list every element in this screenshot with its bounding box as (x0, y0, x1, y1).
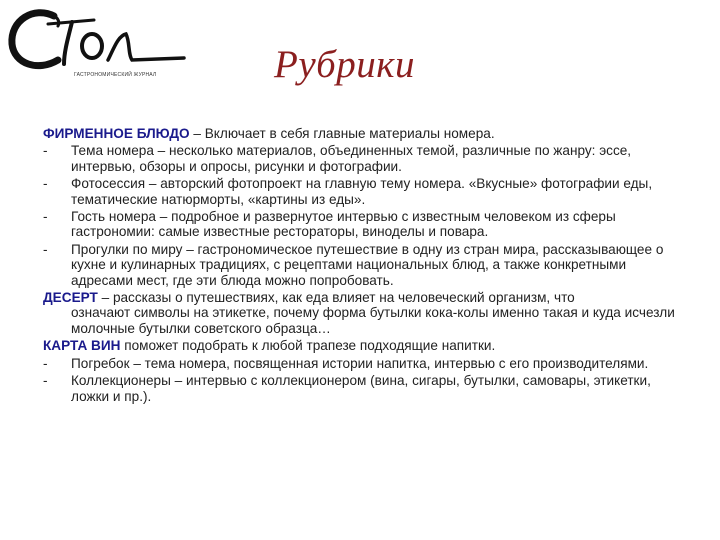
bullet-text: Погребок – тема номера, посвященная истории напитка, интервью с его производителями. (71, 355, 649, 371)
section-term: КАРТА ВИН (43, 338, 121, 354)
list-item (43, 176, 683, 207)
list-item (43, 209, 683, 240)
slide-title: Рубрики (274, 43, 415, 86)
bullet-text: Тема номера – несколько материалов, объединенных темой, различные по жанру: эссе, интервью, обзоры и опросы, рисунки и фотографии. (71, 143, 632, 174)
bullet-dash: - (43, 241, 48, 257)
section-continuation: означают символы на этикетке, почему форма бутылки кока-колы именно такая и куда исчезли молочные бутылки советского образца… (71, 305, 675, 336)
section-heading-line (43, 338, 683, 353)
bullet-text: Прогулки по миру – гастрономическое путешествие в одну из стран мира, рассказывающее о кухне и кулинарных традициях, с рецептами национальных блюд, а также конкретными адресами мест, где эти блюда можно попробовать. (71, 241, 664, 288)
bullet-dash: - (43, 143, 48, 159)
section-term: ДЕСЕРТ (43, 290, 98, 306)
list-item (43, 373, 683, 404)
section-wine-list (43, 338, 683, 404)
list-item (43, 242, 683, 288)
logo-caption: ГАСТРОНОМИЧЕСКИЙ ЖУРНАЛ (74, 72, 157, 78)
section-description: – рассказы о путешествиях, как еда влияет на человеческий организм, что (97, 290, 575, 306)
section-description: поможет подобрать к любой трапезе подходящие напитки. (120, 338, 496, 354)
section-dessert (43, 290, 683, 336)
section-heading-line (43, 126, 683, 141)
section-term: ФИРМЕННОЕ БЛЮДО (43, 126, 190, 141)
list-item (43, 143, 683, 174)
rubric-list (43, 126, 683, 406)
bullet-dash: - (43, 355, 48, 371)
bullet-text: Коллекционеры – интервью с коллекционером (вина, сигары, бутылки, самовары, этикетки, ложки и пр.). (71, 373, 651, 404)
bullet-dash: - (43, 373, 48, 389)
bullet-dash: - (43, 176, 48, 192)
bullet-text: Фотосессия – авторский фотопроект на главную тему номера. «Вкусные» фотографии еды, тематические натюрморты, «картины из еды». (71, 176, 653, 207)
section-signature-dish (43, 126, 683, 288)
bullet-text: Гость номера – подробное и развернутое интервью с известным человеком из сферы гастрономии: самые известные рестораторы, виноделы и повара. (71, 209, 616, 240)
list-item (43, 356, 683, 371)
section-description: – Включает в себя главные материалы номера. (189, 126, 495, 141)
section-heading-line (43, 290, 683, 305)
magazine-logo (4, 2, 194, 84)
bullet-dash: - (43, 209, 48, 225)
